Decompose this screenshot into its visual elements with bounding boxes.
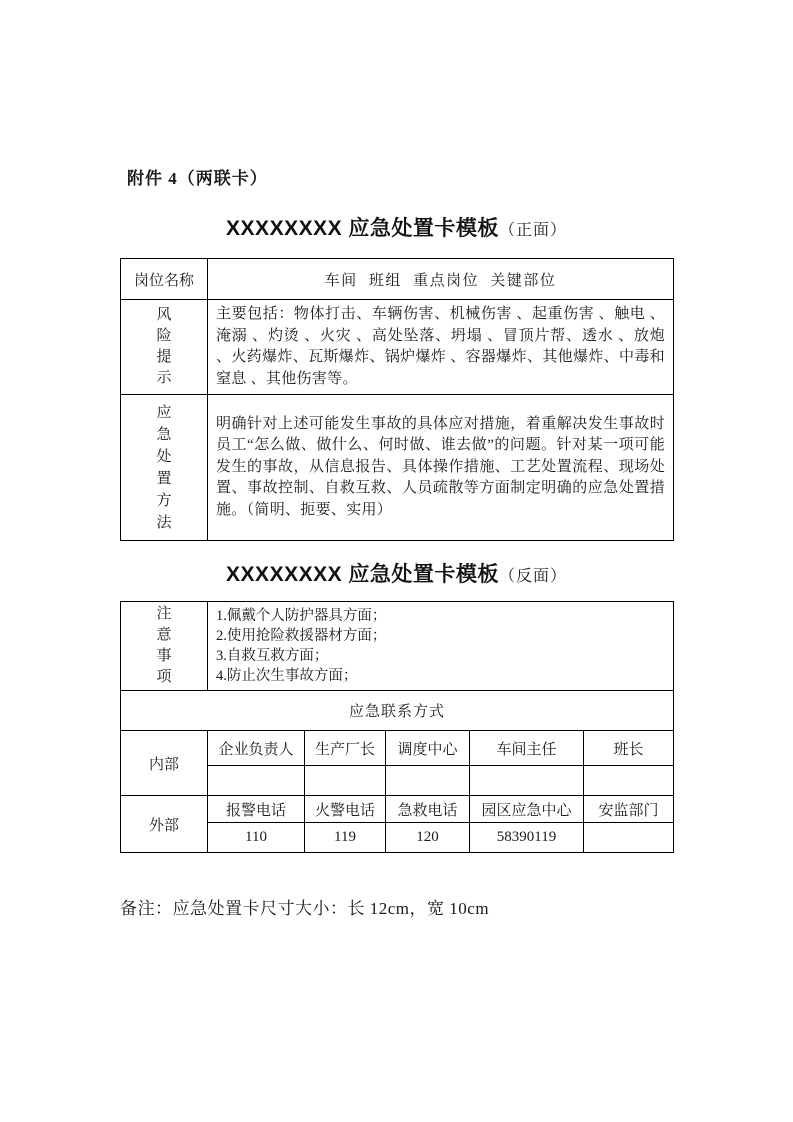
attachment-label: 附件 4（两联卡）: [127, 169, 268, 188]
contact-column-header: 安监部门: [584, 796, 674, 823]
contact-value-cell: [305, 766, 386, 796]
back-card-title-main: XXXXXXXX 应急处置卡模板: [226, 563, 499, 586]
back-card-title: [120, 558, 673, 588]
table-row: [121, 691, 674, 731]
risk-content: 主要包括：物体打击、车辆伤害、机械伤害 、起重伤害 、触电 、淹溺 、灼烫 、火灾 、高处坠落、坍塌 、冒顶片帮、透水 、放炮 、火药爆炸、瓦斯爆炸、锅炉爆炸 、容器爆炸、其他爆炸、中毒和窒息 、其他伤害等。: [208, 300, 674, 395]
contact-column-header: 生产厂长: [305, 731, 386, 766]
notes-content: [208, 602, 674, 691]
contact-column-header: 火警电话: [305, 796, 386, 823]
contact-value-cell: 58390119: [470, 823, 584, 853]
front-card-title-suffix: （正面）: [498, 222, 567, 239]
table-row: [121, 731, 674, 766]
method-content: 明确针对上述可能发生事故的具体应对措施，着重解决发生事故时员工“怎么做、做什么、何时做、谁去做”的问题。针对某一项可能发生的事故，从信息报告、具体操作措施、工艺处置流程、现场处置、事故控制、自救互救、人员疏散等方面制定明确的应急处置措施。（简明、扼要、实用）: [208, 395, 674, 541]
note-line: 4.防止次生事故方面；: [216, 668, 358, 684]
post-name-content: 车间 班组 重点岗位 关键部位: [208, 259, 674, 300]
table-row: [121, 300, 674, 395]
contact-column-header: 班长: [584, 731, 674, 766]
contact-section-header: 应急联系方式: [121, 691, 674, 731]
table-row: [121, 602, 674, 691]
contact-column-header: 企业负责人: [208, 731, 305, 766]
row-label-notes: 注意事项: [121, 602, 208, 691]
contact-value-cell: [584, 823, 674, 853]
table-row: [121, 259, 674, 300]
row-label-method: 应急处置方法: [121, 395, 208, 541]
remark-note: 备注：应急处置卡尺寸大小：长 12cm，宽 10cm: [120, 899, 490, 918]
note-line: 3.自救互救方面；: [216, 648, 329, 664]
contact-value-cell: 120: [386, 823, 470, 853]
row-label-post: 岗位名称: [121, 259, 208, 300]
contact-value-cell: [208, 766, 305, 796]
front-card-title-main: XXXXXXXX 应急处置卡模板: [226, 217, 499, 240]
contact-value-cell: 119: [305, 823, 386, 853]
contact-value-cell: [470, 766, 584, 796]
contact-column-header: 急救电话: [386, 796, 470, 823]
front-card-title: [120, 212, 673, 242]
table-row: [121, 796, 674, 823]
external-row-label: 外部: [121, 796, 208, 853]
note-line: 1.佩戴个人防护器具方面；: [216, 608, 387, 624]
contact-column-header: 车间主任: [470, 731, 584, 766]
front-card-table: [120, 258, 674, 541]
contact-column-header: 报警电话: [208, 796, 305, 823]
row-label-risk: 风险提示: [121, 300, 208, 395]
table-row: [121, 395, 674, 541]
note-line: 2.使用抢险救援器材方面；: [216, 628, 387, 644]
back-card-title-suffix: （反面）: [498, 568, 567, 585]
internal-row-label: 内部: [121, 731, 208, 796]
contact-column-header: 调度中心: [386, 731, 470, 766]
contact-value-cell: 110: [208, 823, 305, 853]
back-card-table: [120, 601, 674, 853]
contact-value-cell: [584, 766, 674, 796]
contact-column-header: 园区应急中心: [470, 796, 584, 823]
contact-value-cell: [386, 766, 470, 796]
